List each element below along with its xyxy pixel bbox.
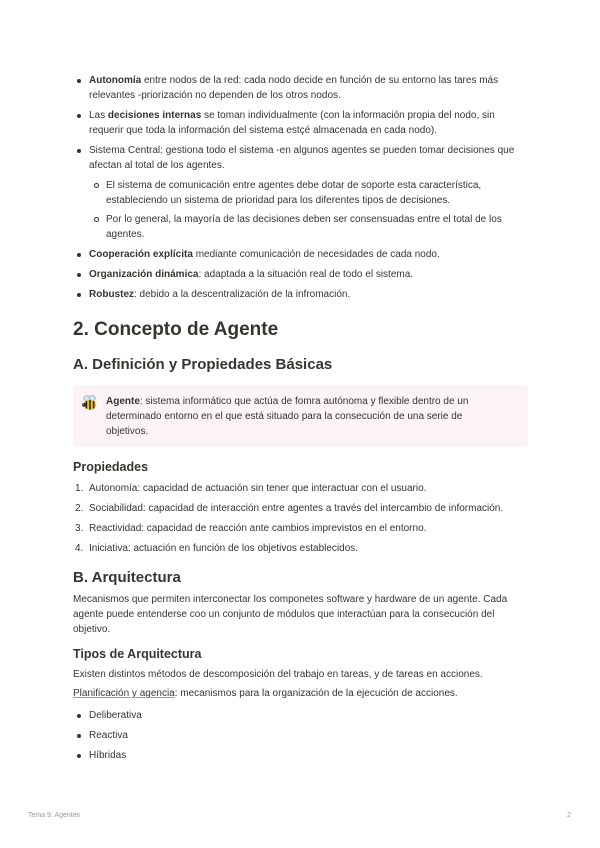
item-text: Iniciativa: actuación en función de los objetivos establecidos. [89,543,359,554]
sub-list-item [106,178,526,208]
hollow-bullet-icon [94,183,99,188]
list-item-text: se toman individualmente (con la información propia del nodo, sin requerir que toda la información del sistema estçé almacenada en cada nodo). [89,110,495,136]
paragraph: Existen distintos métodos de descomposición del trabajo en tareas, y de tareas en acciones. [73,669,483,680]
paragraph-text: : mecanismos para la organización de la ejecución de acciones. [174,688,458,699]
list-item [89,708,389,723]
list-item [89,748,389,763]
list-item [89,73,529,103]
item-text: Sociabilidad: capacidad de interacción entre agentes a través del intercambio de información. [89,503,504,514]
bullet-icon [77,149,81,153]
list-item [89,247,529,262]
item-number: 3. [75,523,84,534]
bullet-icon [77,293,81,297]
bullet-icon [77,79,81,83]
bee-icon [81,394,99,412]
page-number: 2 [567,812,571,819]
paragraph [73,686,529,701]
numbered-item [75,501,529,516]
list-item-text: entre nodos de la red: cada nodo decide en función de su entorno las tares más relevantes -priorización no dependen de los otros nodos. [89,75,499,101]
numbered-item [75,481,529,496]
subsection-title: A. Definición y Propiedades Básicas [73,356,333,373]
numbered-item [75,541,529,556]
callout-text [106,394,506,439]
list-item-bold: decisiones internas [107,110,202,121]
list-item-bold: Cooperación explícita [89,249,193,260]
list-item-text: Las [89,110,108,121]
list-item [89,143,529,173]
item-text: Reactividad: capacidad de reacción ante cambios imprevistos en el entorno. [89,523,427,534]
bullet-icon [77,734,81,738]
subsection-title: B. Arquitectura [73,569,181,586]
bullet-icon [77,714,81,718]
list-item-text: Híbridas [89,750,127,761]
bullet-icon [77,114,81,118]
bullet-icon [77,253,81,257]
footer-title: Tema 9: Agentes [28,812,81,819]
list-item-text: mediante comunicación de necesidades de cada nodo. [192,249,440,260]
list-item-bold: Autonomía [89,75,142,86]
list-item-text: El sistema de comunicación entre agentes debe dotar de soporte esta característica, estableciendo un sistema de prioridad para los diferentes tipos de decisiones. [106,180,482,206]
list-item [89,108,529,138]
underlined-term: Planificación y agencia [73,688,175,699]
list-item-text: Por lo general, la mayoría de las decisiones deben ser consensuadas entre el total de los agentes. [106,214,502,240]
item-number: 2. [75,503,84,514]
bullet-icon [77,754,81,758]
item-text: Autonomía: capacidad de actuación sin tener que interactuar con el usuario. [89,483,427,494]
list-item-bold: Organización dinámica [89,269,199,280]
sub-list-item [106,212,526,242]
list-item-text: Deliberativa [89,710,142,721]
list-item-text: Reactiva [89,730,128,741]
callout-bold: Agente [106,396,140,407]
bullet-icon [77,273,81,277]
list-item-text: : adaptada a la situación real de todo el sistema. [198,269,414,280]
item-number: 1. [75,483,84,494]
callout [73,385,528,447]
list-item-text: Sistema Central: gestiona todo el sistema -en algunos agentes se pueden tomar decisiones que afectan al total de los agentes. [89,145,515,171]
list-item [89,287,529,302]
propiedades-title: Propiedades [73,460,149,474]
hollow-bullet-icon [94,217,99,222]
paragraph: Mecanismos que permiten interconectar los componetes software y hardware de un agente. Cada agente puede entenderse coo un conjunto de módulos que interactúan para la consecución del objetivo. [73,594,508,635]
list-item [89,728,389,743]
list-item [89,267,529,282]
callout-body: : sistema informático que actúa de fomra autónoma y flexible dentro de un determinado entorno en el que está situado para la consecución de una serie de objetivos. [106,396,469,437]
item-number: 4. [75,543,84,554]
section-title: 2. Concepto de Agente [73,319,279,340]
list-item-bold: Robustez [89,289,134,300]
tipos-title: Tipos de Arquitectura [73,647,202,661]
list-item-text: : debido a la descentralización de la infromación. [134,289,351,300]
numbered-item [75,521,529,536]
